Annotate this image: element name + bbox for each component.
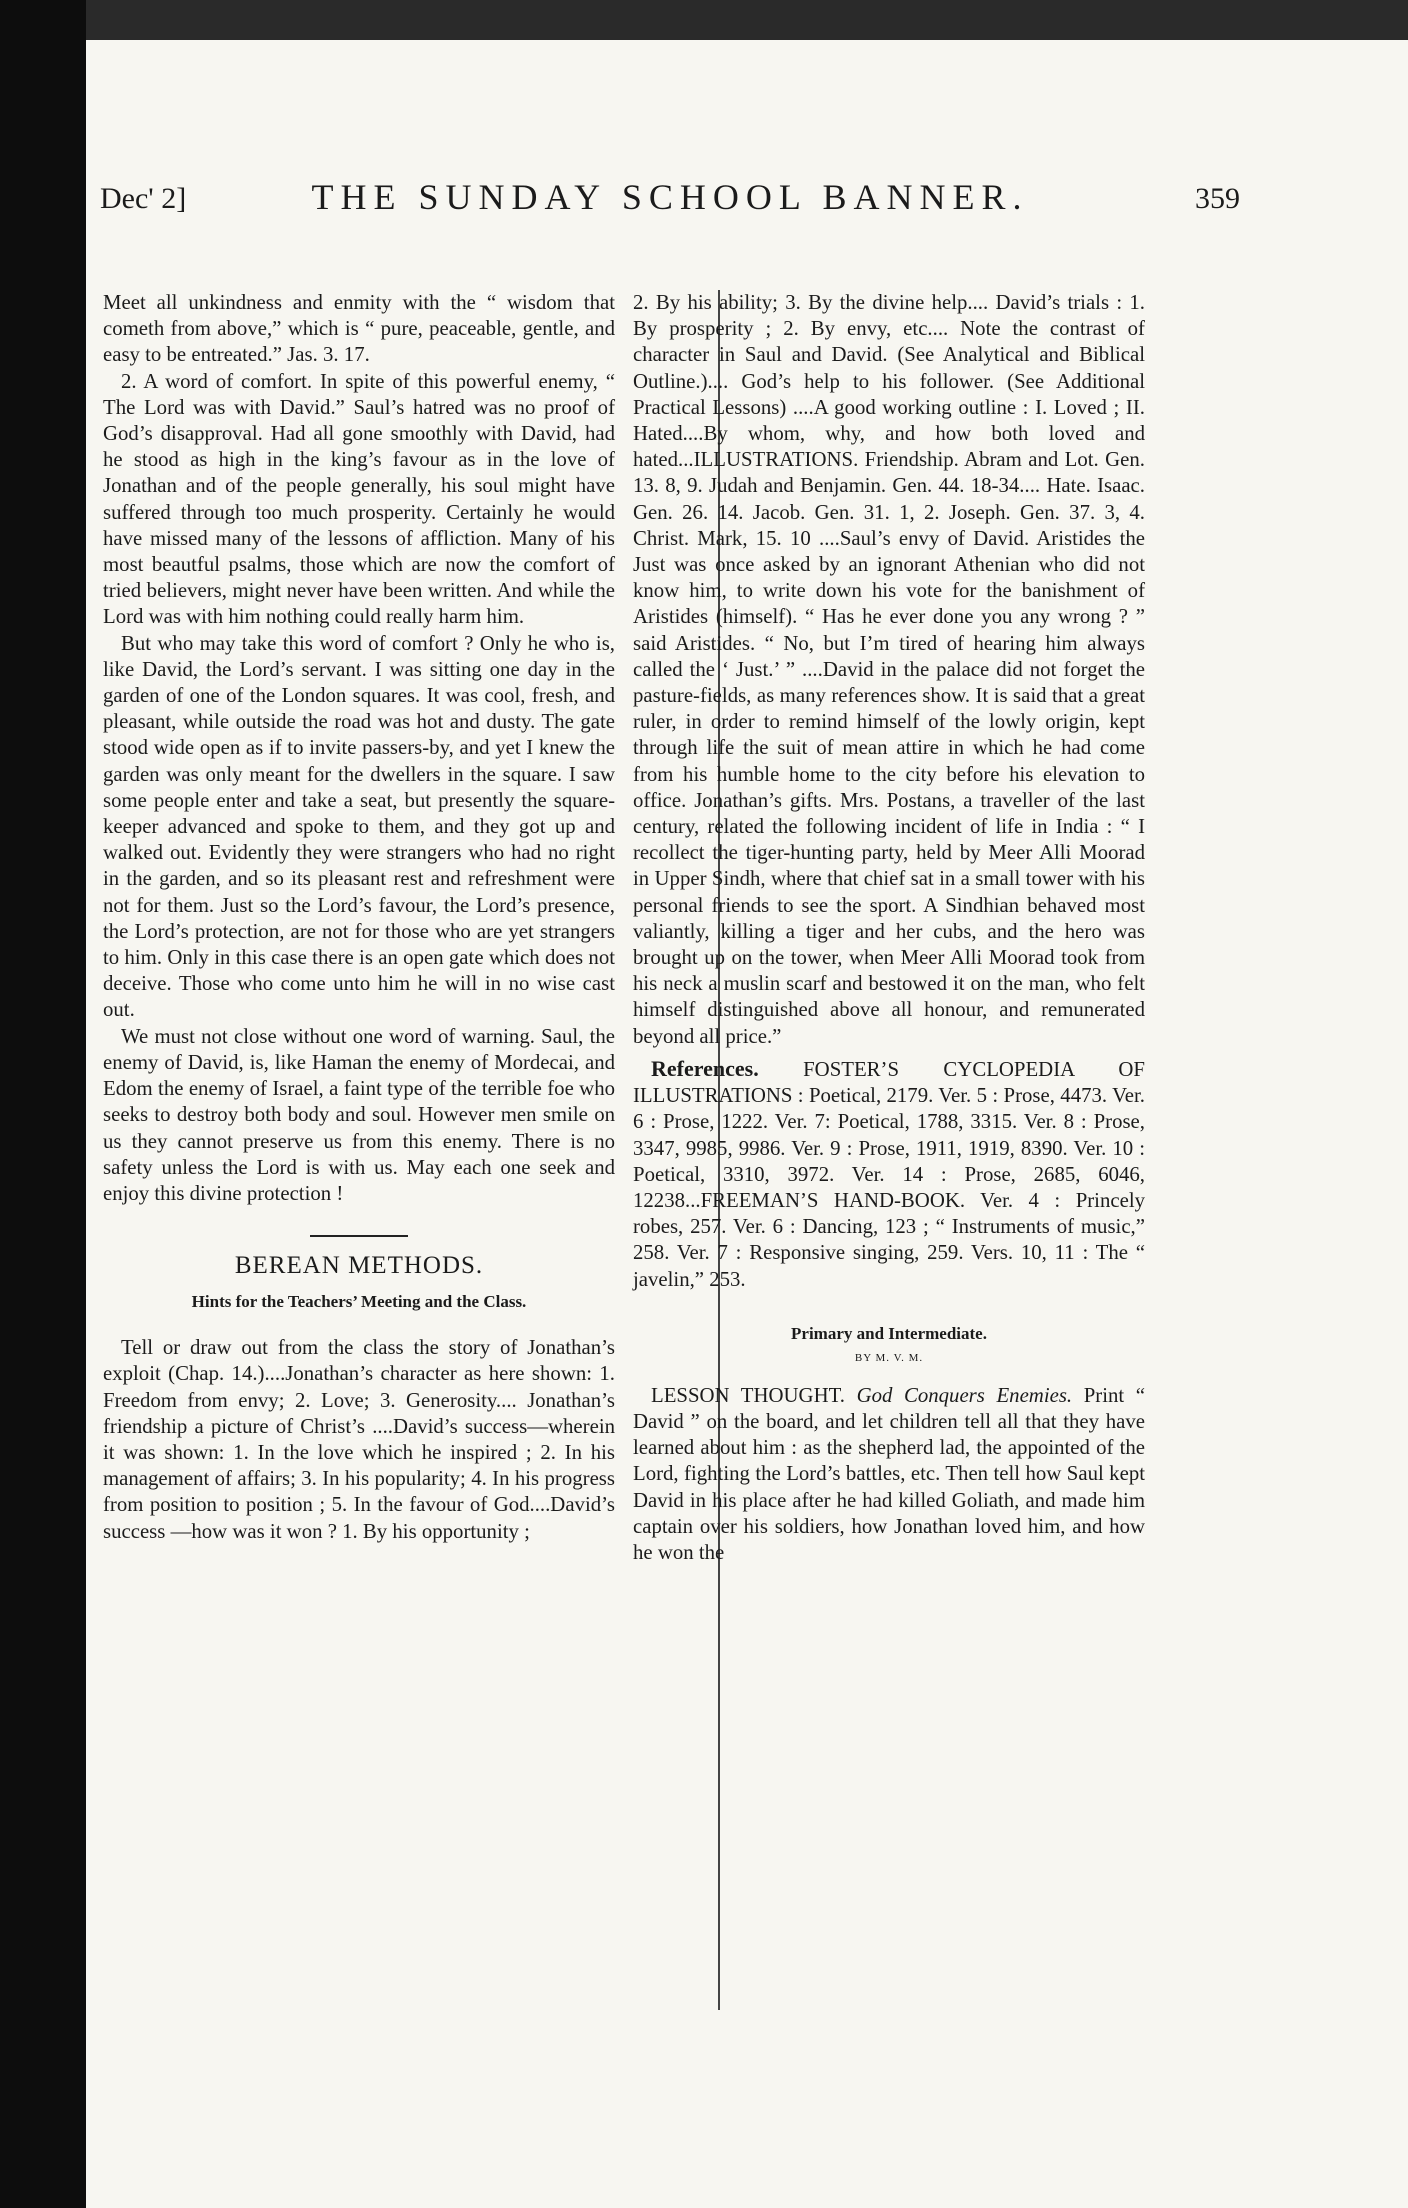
references-paragraph: [633, 1056, 1145, 1293]
left-column: [103, 290, 615, 1545]
section-subtitle: Hints for the Teachers’ Meeting and the Class.: [191, 1292, 527, 1312]
lesson-paragraph: [633, 1383, 1145, 1566]
scan-top-edge: [0, 0, 1408, 40]
paragraph: 2. A word of comfort. In spite of this powerful enemy, “ The Lord was with David.” Saul’s hatred was no proof of God’s disapproval. Had all gone smoothly with David, had he stood as high in the king’s favour as in the love of Jonathan and of the people generally, his soul might have suffered through too much prosperity. Certainly he would have missed many of the lessons of affliction. Many of his most beautful psalms, those which are now the comfort of tried believers, might never have been written. And while the Lord was with him nothing could really harm him.: [103, 369, 615, 629]
paragraph: But who may take this word of comfort ? Only he who is, like David, the Lord’s servant. I was sitting one day in the garden of one of the London squares. It was cool, fresh, and pleasant, while outside the road was hot and dusty. The gate stood wide open as if to invite passers-by, and yet I knew the garden was only meant for the dwellers in the square. I saw some people enter and take a seat, but presently the square-keeper advanced and spoke to them, and they got up and walked out. Evidently they were strangers who had no right in the garden, and so its pleasant rest and refreshment were not for them. Just so the Lord’s favour, the Lord’s presence, the Lord’s protection, are not for those who are yet strangers to him. Only in this case there is an open gate which does not deceive. Those who come unto him he will in no wise cast out.: [103, 631, 615, 1022]
section-title: BEREAN METHODS.: [234, 1252, 484, 1280]
right-column: [633, 290, 1145, 1566]
header-title: THE SUNDAY SCHOOL BANNER.: [311, 177, 1029, 217]
section-rule: [310, 1235, 408, 1237]
lesson-label: LESSON THOUGHT.: [651, 1383, 845, 1407]
subsection-title: Primary and Intermediate.: [791, 1323, 987, 1343]
paragraph: 2. By his ability; 3. By the divine help.... David’s trials : 1. By prosperity ; 2. By envy, etc.... Note the contrast of character in Saul and David. (See Analytical and Biblical Outline.).... God’s help to his follower. (See Additional Practical Lessons) ....A good working outline : I. Loved ; II. Hated....By whom, why, and how both loved and hated...ILLUSTRATIONS. Friendship. Abram and Lot. Gen. 13. 8, 9. Judah and Benjamin. Gen. 44. 18-34.... Hate. Isaac. Gen. 26. 14. Jacob. Gen. 31. 1, 2. Joseph. Gen. 37. 3, 4. Christ. Mark, 15. 10 ....Saul’s envy of David. Aristides the Just was once asked by an ignorant Athenian who did not know him, to write down his vote for the banishment of Aristides (himself). “ Has he ever done you any wrong ? ” said Aristides. “ No, but I’m tired of hearing him always called the ‘ Just.’ ” ....David in the palace did not forget the pasture-fields, as many references show. It is said that a great ruler, in order to remind himself of the lowly origin, kept through life the suit of mean attire in which he had come from his humble home to the city before his elevation to office. Jonathan’s gifts. Mrs. Postans, a traveller of the last century, related the following incident of life in India : “ I recollect the tiger-hunting party, held by Meer Alli Moorad in Upper Sindh, where that chief sat in a small tower with his personal friends to see the sport. A Sindhian behaved most valiantly, killing a tiger and her cubs, and the hero was brought up on the tower, when Meer Alli Moorad took from his neck a muslin scarf and bestowed it on the man, who felt himself distinguished above all honour, and remunerated beyond all price.”: [633, 291, 1145, 1048]
page-number: 359: [1195, 182, 1240, 215]
header-date: Dec' 2]: [100, 182, 187, 215]
references-text: FOSTER’S CYCLOPEDIA OF ILLUSTRATIONS : Poetical, 2179. Ver. 5 : Prose, 4473. Ver. 6 : Prose, 1222. Ver. 7: Poetical, 1788, 3315. Ver. 8 : Prose, 3347, 9985, 9986. Ver. 9 : Prose, 1911, 1919, 8390. Ver. 10 : Poetical, 3310, 3972. Ver. 14 : Prose, 2685, 6046, 12238...FREEMAN’S HAND-BOOK. Ver. 4 : Princely robes, 257. Ver. 6 : Dancing, 123 ; “ Instruments of music,” 258. Ver. 7 : Responsive singing, 259. Vers. 10, 11 : The “ javelin,” 253.: [633, 1057, 1145, 1291]
lesson-text: Print “ David ” on the board, and let children tell all that they have learned about him : as the shepherd lad, the appointed of the Lord, fighting the Lord’s battles, etc. Then tell how Saul kept David in his place after he had killed Goliath, and made him captain over his soldiers, how Jonathan loved him, and how he won the: [633, 1383, 1146, 1564]
paragraph: Meet all unkindness and enmity with the “ wisdom that cometh from above,” which is “ pure, peaceable, gentle, and easy to be entreated.” Jas. 3. 17.: [103, 291, 615, 367]
byline: BY M. V. M.: [854, 1351, 924, 1364]
paragraph: Tell or draw out from the class the story of Jonathan’s exploit (Chap. 14.)....Jonathan’s character as here shown: 1. Freedom from envy; 2. Love; 3. Generosity.... Jonathan’s friendship a picture of Christ’s ....David’s success—wherein it was shown: 1. In the love which he inspired ; 2. In his management of affairs; 3. In his popularity; 4. In his progress from position to position ; 5. In the favour of God....David’s success —how was it won ? 1. By his opportunity ;: [103, 1336, 615, 1543]
running-header: [100, 170, 1240, 230]
references-heading: References.: [651, 1055, 759, 1081]
paragraph: We must not close without one word of warning. Saul, the enemy of David, is, like Haman the enemy of Mordecai, and Edom the enemy of Israel, a faint type of the terrible foe who seeks to destroy both body and soul. However men smile on us they cannot preserve us from this enemy. There is no safety unless the Lord is with us. May each one seek and enjoy this divine protection !: [103, 1024, 615, 1205]
scan-binding-edge: [0, 0, 86, 2208]
lesson-thought: God Conquers Enemies.: [856, 1383, 1073, 1407]
